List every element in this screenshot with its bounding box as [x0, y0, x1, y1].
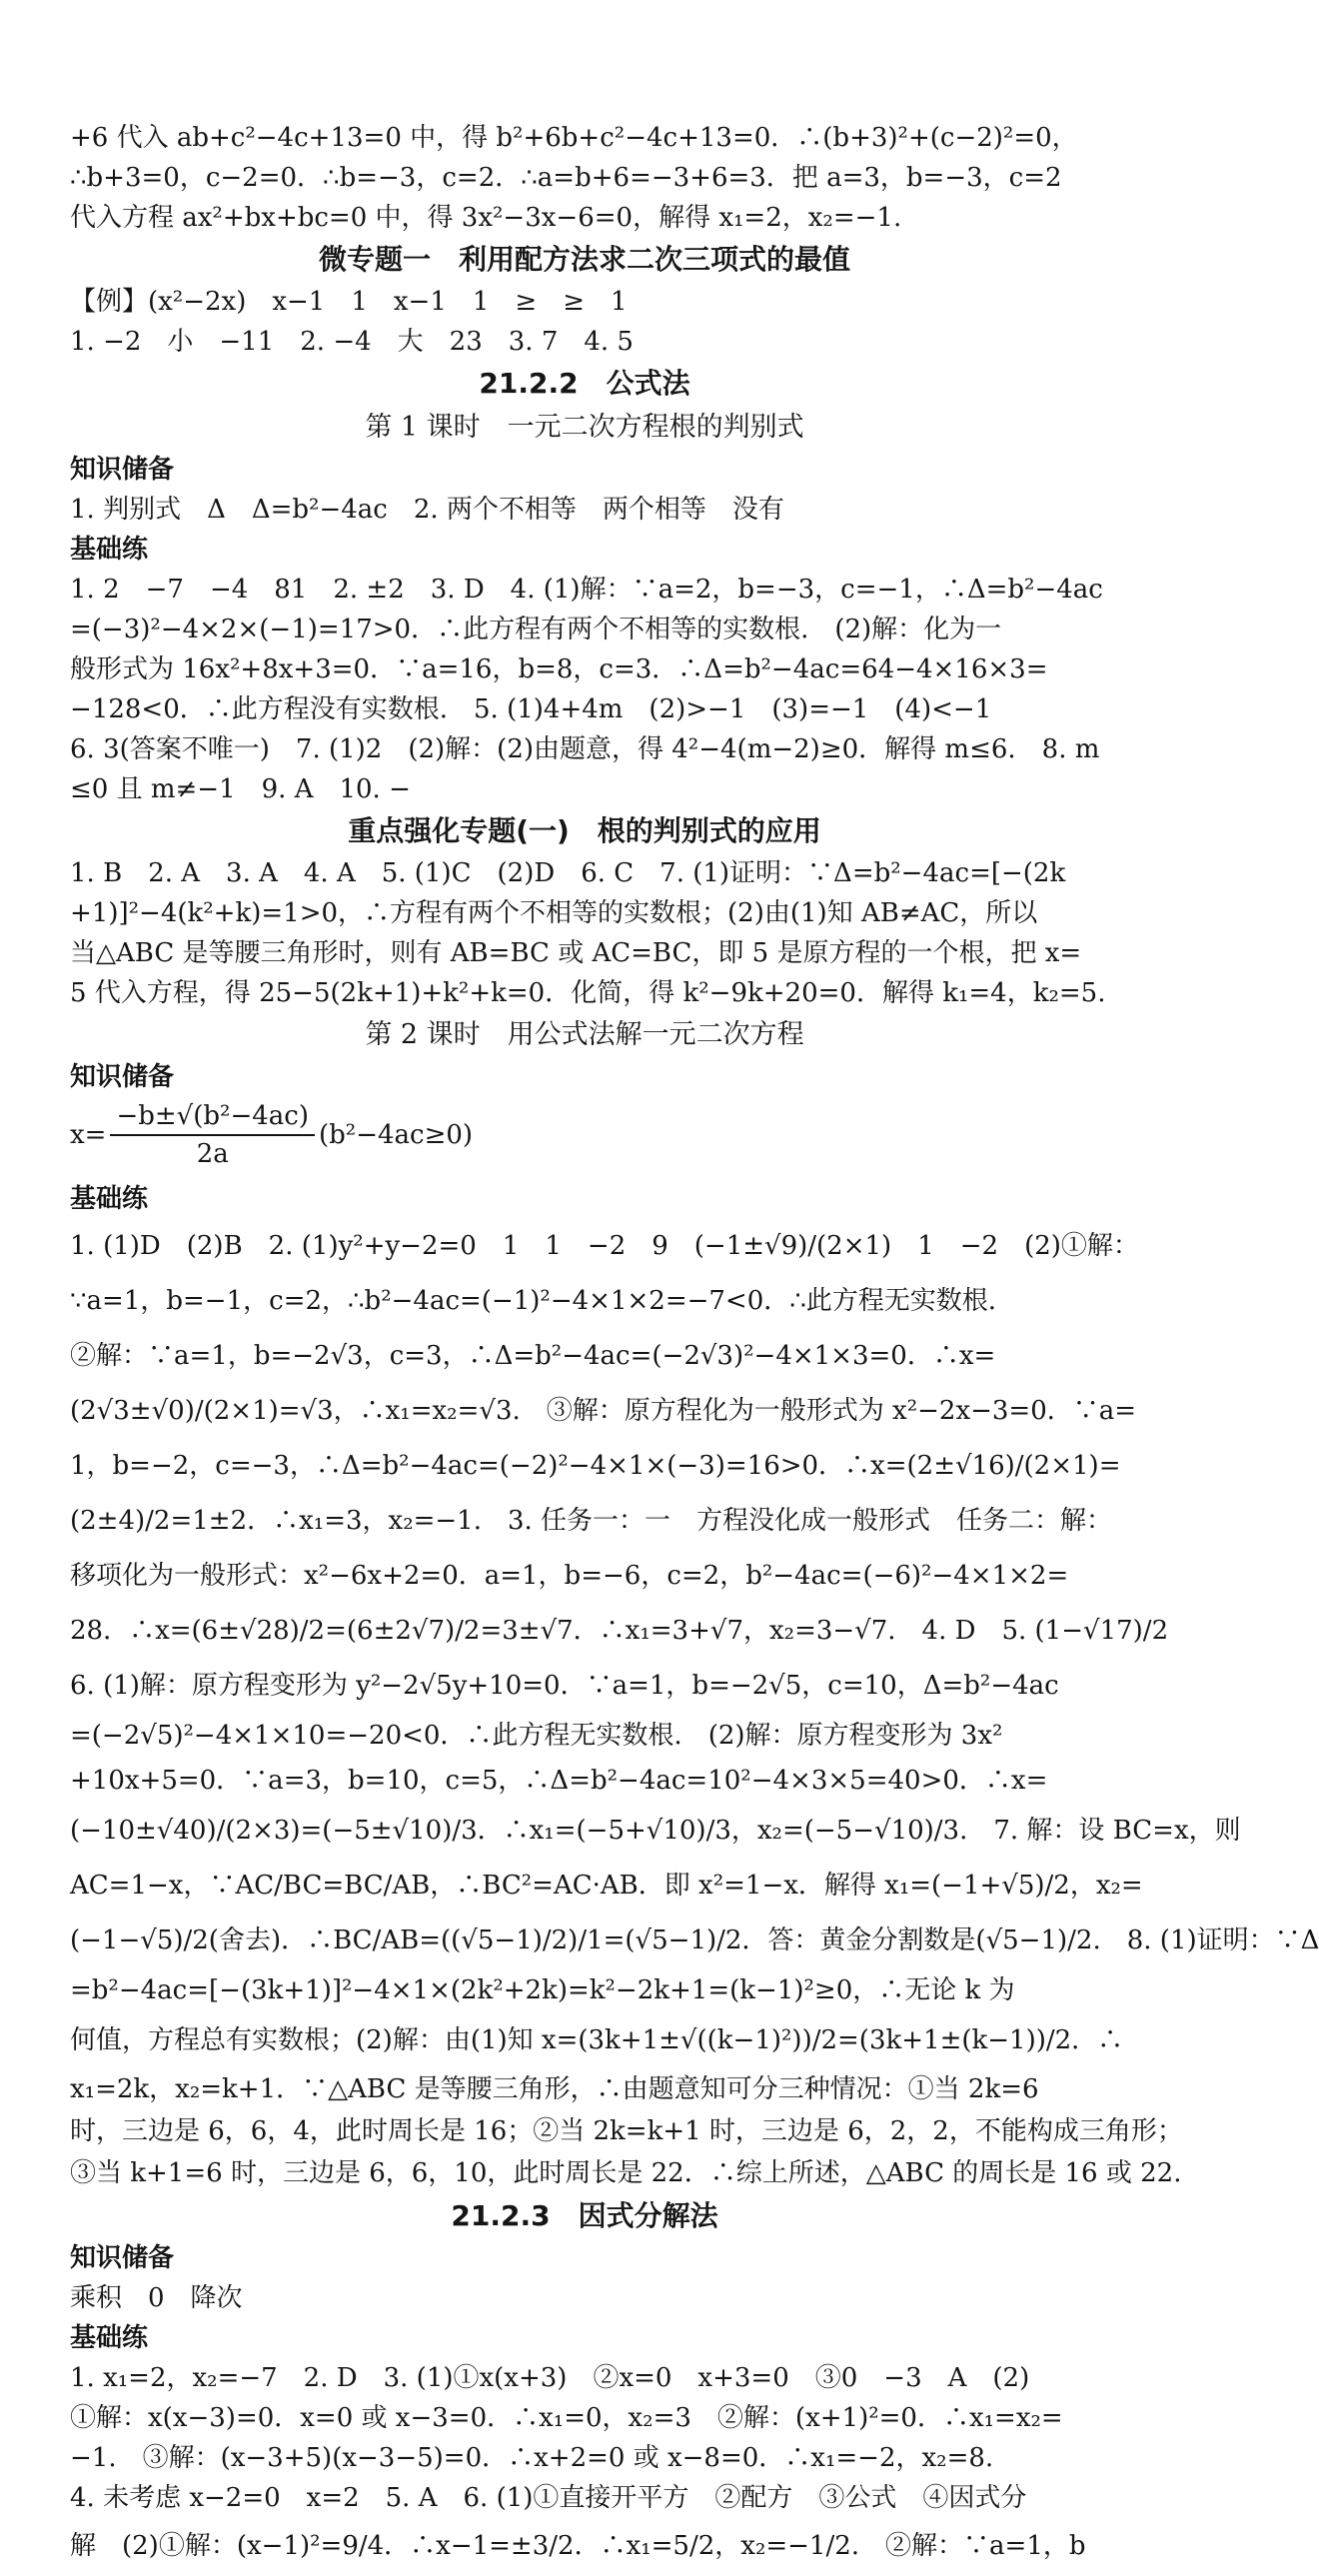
text-line: −128<0．∴此方程没有实数根. 5. (1)4+4m (2)>−1 (3)=−1 (4)<−1: [70, 694, 992, 724]
lesson-2: [70, 1013, 1319, 2194]
formula-lhs: x=: [70, 1120, 107, 1150]
text-line: 当△ABC 是等腰三角形时，则有 AB=BC 或 AC=BC，即 5 是原方程的一个根，把 x=: [70, 938, 1082, 968]
text-line: =(−3)²−4×2×(−1)=17>0．∴此方程有两个不相等的实数根. (2)解：化为一: [70, 615, 1002, 644]
section-title: 微专题一 利用配方法求二次三项式的最值: [318, 243, 850, 276]
text-line: +1)]²−4(k²+k)=1>0，∴方程有两个不相等的实数根；(2)由(1)知 AB≠AC，所以: [70, 898, 1038, 928]
text-line: 代入方程 ax²+bx+bc=0 中，得 3x²−3x−6=0，解得 x₁=2，x₂=−1.: [70, 203, 902, 233]
text-line: 解 (2)①解：(x−1)²=9/4．∴x−1=±3/2．∴x₁=5/2，x₂=−1/2. ②解：∵a=1，b: [70, 2531, 1086, 2561]
practice-label: 基础练: [70, 1184, 149, 1214]
text-line: +10x+5=0．∵a=3，b=10，c=5，∴Δ=b²−4ac=10²−4×3×5=40>0．∴x=: [70, 1766, 1048, 1796]
answer-page: [70, 118, 1319, 2574]
text-line: 4. 未考虑 x−2=0 x=2 5. A 6. (1)①直接开平方 ②配方 ③公式 ④因式分: [70, 2483, 1027, 2513]
knowledge-label: 知识储备: [70, 455, 175, 485]
focus-topic-1: [70, 809, 1106, 1013]
text-line: 移项化为一般形式：x²−6x+2=0．a=1，b=−6，c=2，b²−4ac=(−6)²−4×1×2=: [70, 1561, 1069, 1591]
text-line: 1. x₁=2，x₂=−7 2. D 3. (1)①x(x+3) ②x=0 x+3=0 ③0 −3 A (2): [70, 2363, 1030, 2393]
text-line: (−1−√5)/2(舍去)．∴BC/AB=((√5−1)/2)/1=(√5−1)/2．答：黄金分割数是(√5−1)/2. 8. (1)证明：∵Δ: [70, 1926, 1319, 1955]
text-line: AC=1−x，∵AC/BC=BC/AB，∴BC²=AC·AB．即 x²=1−x．解得 x₁=(−1+√5)/2，x₂=: [70, 1871, 1143, 1901]
formula-fraction: [110, 1098, 315, 1172]
section-title: 21.2.3 因式分解法: [451, 2199, 718, 2232]
section-21-2-2: [70, 362, 1103, 809]
text-line: ②解：∵a=1，b=−2√3，c=3，∴Δ=b²−4ac=(−2√3)²−4×1×3=0．∴x=: [70, 1341, 996, 1371]
text-line: (−10±√40)/(2×3)=(−5±√10)/3．∴x₁=(−5+√10)/3，x₂=(−5−√10)/3. 7. 解：设 BC=x，则: [70, 1816, 1241, 1846]
text-line: 28．∴x=(6±√28)/2=(6±2√7)/2=3±√7．∴x₁=3+√7，x₂=3−√7. 4. D 5. (1−√17)/2: [70, 1616, 1169, 1646]
text-line: 般形式为 16x²+8x+3=0．∵a=16，b=8，c=3．∴Δ=b²−4ac=64−4×16×3=: [70, 654, 1048, 684]
text-line: x₁=2k，x₂=k+1．∵△ABC 是等腰三角形，∴由题意知可分三种情况：①当 2k=6: [70, 2074, 1039, 2104]
text-line: 5 代入方程，得 25−5(2k+1)+k²+k=0．化简，得 k²−9k+20=0．解得 k₁=4，k₂=5.: [70, 978, 1106, 1008]
text-line: ①解：x(x−3)=0．x=0 或 x−3=0．∴x₁=0，x₂=3 ②解：(x+1)²=0．∴x₁=x₂=: [70, 2403, 1063, 2433]
top-continuation: [70, 118, 1099, 238]
formula-denominator: 2a: [196, 1139, 229, 1169]
text-line: 1. B 2. A 3. A 4. A 5. (1)C (2)D 6. C 7. (1)证明：∵Δ=b²−4ac=[−(2k: [70, 858, 1066, 888]
text-line: +6 代入 ab+c²−4c+13=0 中，得 b²+6b+c²−4c+13=0．∴(b+3)²+(c−2)²=0，: [70, 123, 1078, 153]
text-line: 时，三边是 6，6，4，此时周长是 16；②当 2k=k+1 时，三边是 6，2，2，不能构成三角形；: [70, 2116, 1183, 2146]
knowledge-label: 知识储备: [70, 1062, 175, 1092]
text-line: =b²−4ac=[−(3k+1)]²−4×1×(2k²+2k)=k²−2k+1=(k−1)²≥0，∴无论 k 为: [70, 1975, 1015, 2005]
practice-label: 基础练: [70, 2323, 149, 2353]
text-line: 1. −2 小 −11 2. −4 大 23 3. 7 4. 5: [70, 327, 634, 357]
text-line: 【例】(x²−2x) x−1 1 x−1 1 ≥ ≥ 1: [70, 287, 628, 317]
text-line: 1，b=−2，c=−3，∴Δ=b²−4ac=(−2)²−4×1×(−3)=16>0．∴x=(2±√16)/(2×1)=: [70, 1451, 1121, 1481]
quadratic-formula: [70, 1097, 1099, 1173]
lesson-title: 第 1 课时 一元二次方程根的判别式: [365, 412, 804, 443]
text-line: 6. 3(答案不唯一) 7. (1)2 (2)解：(2)由题意，得 4²−4(m−2)≥0．解得 m≤6. 8. m: [70, 734, 1100, 764]
text-line: 6. (1)解：原方程变形为 y²−2√5y+10=0．∵a=1，b=−2√5，c=10，Δ=b²−4ac: [70, 1671, 1059, 1701]
knowledge-label: 知识储备: [70, 2243, 175, 2273]
text-line: ③当 k+1=6 时，三边是 6，6，10，此时周长是 22．∴综上所述，△ABC 的周长是 16 或 22.: [70, 2158, 1182, 2188]
text-line: 乘积 0 降次: [70, 2283, 243, 2313]
section-21-2-3: [70, 2194, 1099, 2574]
formula-numerator: −b±√(b²−4ac): [110, 1098, 315, 1136]
text-line: (2±4)/2=1±2．∴x₁=3，x₂=−1. 3. 任务一：一 方程没化成一般形式 任务二：解：: [70, 1506, 1113, 1536]
text-line: ≤0 且 m≠−1 9. A 10. −: [70, 774, 411, 804]
text-line: 何值，方程总有实数根；(2)解：由(1)知 x=(3k+1±√((k−1)²))/2=(3k+1±(k−1))/2．∴: [70, 2025, 1124, 2055]
text-line: (2√3±√0)/(2×1)=√3，∴x₁=x₂=√3. ③解：原方程化为一般形式为 x²−2x−3=0．∵a=: [70, 1396, 1137, 1426]
topic1-section: [70, 238, 1099, 362]
text-line: ∴b+3=0，c−2=0．∴b=−3，c=2．∴a=b+6=−3+6=3．把 a=3，b=−3，c=2: [70, 163, 1062, 193]
text-line: −1. ③解：(x−3+5)(x−3−5)=0．∴x+2=0 或 x−8=0．∴x₁=−2，x₂=8.: [70, 2443, 994, 2473]
text-line: 1. 判别式 Δ Δ=b²−4ac 2. 两个不相等 两个相等 没有: [70, 495, 784, 525]
text-line: =(−2√5)²−4×1×10=−20<0．∴此方程无实数根. (2)解：原方程变形为 3x²: [70, 1721, 1003, 1751]
formula-condition: (b²−4ac≥0): [318, 1120, 474, 1150]
practice-label: 基础练: [70, 535, 149, 565]
section-title: 重点强化专题(一) 根的判别式的应用: [348, 814, 821, 847]
text-line: 1. (1)D (2)B 2. (1)y²+y−2=0 1 1 −2 9 (−1±√9)/(2×1) 1 −2 (2)①解：: [70, 1231, 1139, 1261]
lesson-title: 第 2 课时 用公式法解一元二次方程: [365, 1019, 804, 1050]
text-line: ∵a=1，b=−1，c=2，∴b²−4ac=(−1)²−4×1×2=−7<0．∴此方程无实数根.: [70, 1286, 997, 1316]
section-title: 21.2.2 公式法: [479, 367, 690, 400]
text-line: 1. 2 −7 −4 81 2. ±2 3. D 4. (1)解：∵a=2，b=−3，c=−1，∴Δ=b²−4ac: [70, 575, 1103, 605]
